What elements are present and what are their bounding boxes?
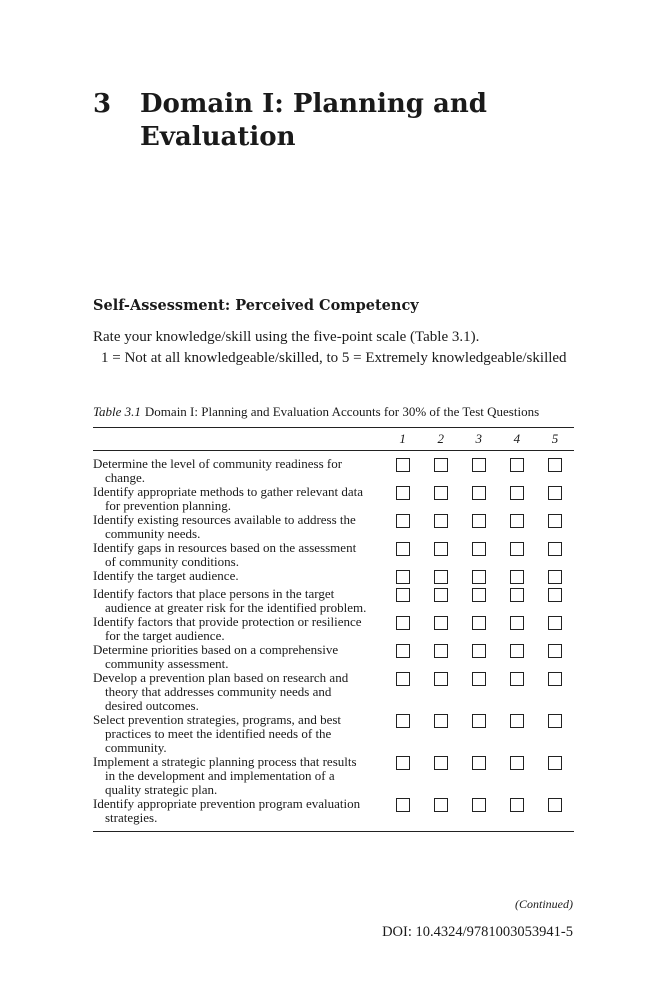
rating-checkbox-2[interactable] [434,756,448,770]
item-cell [93,643,384,671]
rating-checkbox-1[interactable] [396,588,410,602]
rating-checkbox-3[interactable] [472,798,486,812]
rating-checkbox-2[interactable] [434,672,448,686]
rating-checkbox-3[interactable] [472,714,486,728]
rating-checkbox-1[interactable] [396,570,410,584]
rating-checkbox-2[interactable] [434,486,448,500]
rating-checkbox-2[interactable] [434,570,448,584]
rating-cell [384,513,422,541]
rating-cell [422,541,460,569]
table-row [93,615,574,643]
rating-checkbox-3[interactable] [472,616,486,630]
item-text: Identify the target audience. [93,568,239,583]
rating-cell [422,615,460,643]
section-heading: Self-Assessment: Perceived Competency [93,297,419,314]
rating-checkbox-3[interactable] [472,486,486,500]
rating-cell [498,671,536,713]
rating-checkbox-4[interactable] [510,486,524,500]
rating-cell [384,615,422,643]
rating-cell [536,797,574,832]
rating-checkbox-1[interactable] [396,798,410,812]
instruction-text: Rate your knowledge/skill using the five-point scale (Table 3.1). [93,329,480,345]
continued-note: (Continued) [515,897,573,911]
rating-cell [498,797,536,832]
rating-checkbox-3[interactable] [472,514,486,528]
rating-cell [536,755,574,797]
rating-checkbox-1[interactable] [396,458,410,472]
rating-cell [460,485,498,513]
rating-checkbox-5[interactable] [548,486,562,500]
rating-checkbox-4[interactable] [510,542,524,556]
rating-cell [536,671,574,713]
rating-header-2: 2 [422,428,460,451]
rating-checkbox-3[interactable] [472,644,486,658]
rating-checkbox-4[interactable] [510,514,524,528]
rating-checkbox-5[interactable] [548,714,562,728]
rating-checkbox-3[interactable] [472,672,486,686]
rating-checkbox-2[interactable] [434,542,448,556]
rating-cell [498,615,536,643]
item-text: Identify appropriate prevention program evaluation strategies. [93,796,361,825]
rating-cell [384,569,422,587]
rating-cell [498,541,536,569]
item-text: Identify factors that provide protection or resilience for the target audience. [93,614,362,643]
rating-checkbox-3[interactable] [472,756,486,770]
rating-checkbox-5[interactable] [548,588,562,602]
rating-checkbox-2[interactable] [434,588,448,602]
item-text: Determine the level of community readiness for change. [93,456,343,485]
rating-checkbox-1[interactable] [396,756,410,770]
item-text: Identify factors that place persons in the target audience at greater risk for the identified problem. [93,586,367,615]
rating-cell [460,755,498,797]
rating-checkbox-1[interactable] [396,644,410,658]
rating-checkbox-2[interactable] [434,616,448,630]
rating-cell [498,587,536,615]
rating-cell [536,513,574,541]
item-text: Identify existing resources available to address the community needs. [93,512,356,541]
rating-header-4: 4 [498,428,536,451]
rating-checkbox-4[interactable] [510,458,524,472]
table-header-row [93,428,574,451]
rating-cell [536,485,574,513]
item-cell [93,451,384,486]
rating-checkbox-4[interactable] [510,616,524,630]
rating-cell [384,587,422,615]
table-caption [93,404,583,420]
table-row [93,513,574,541]
rating-checkbox-3[interactable] [472,458,486,472]
rating-cell [498,485,536,513]
rating-checkbox-2[interactable] [434,714,448,728]
item-column-header [93,428,384,451]
rating-cell [422,755,460,797]
table-row [93,541,574,569]
rating-cell [536,713,574,755]
rating-checkbox-1[interactable] [396,542,410,556]
table-row [93,643,574,671]
rating-cell [460,671,498,713]
rating-cell [460,587,498,615]
rating-header-5: 5 [536,428,574,451]
rating-cell [460,797,498,832]
rating-checkbox-5[interactable] [548,458,562,472]
rating-checkbox-3[interactable] [472,542,486,556]
item-cell [93,713,384,755]
rating-checkbox-5[interactable] [548,570,562,584]
rating-checkbox-4[interactable] [510,588,524,602]
rating-checkbox-4[interactable] [510,798,524,812]
rating-cell [498,713,536,755]
rating-cell [460,615,498,643]
rating-cell [384,713,422,755]
rating-checkbox-1[interactable] [396,514,410,528]
rating-cell [498,569,536,587]
rating-checkbox-4[interactable] [510,672,524,686]
rating-checkbox-1[interactable] [396,616,410,630]
item-text: Determine priorities based on a comprehensive community assessment. [93,642,339,671]
rating-cell [498,451,536,486]
competency-table [93,427,574,832]
rating-cell [460,643,498,671]
rating-checkbox-5[interactable] [548,514,562,528]
rating-header-3: 3 [460,428,498,451]
item-cell [93,755,384,797]
rating-cell [536,541,574,569]
rating-checkbox-5[interactable] [548,644,562,658]
table-row [93,713,574,755]
rating-checkbox-4[interactable] [510,756,524,770]
rating-cell [384,451,422,486]
rating-cell [384,671,422,713]
item-text: Identify appropriate methods to gather relevant data for prevention planning. [93,484,364,513]
rating-checkbox-5[interactable] [548,542,562,556]
rating-cell [422,643,460,671]
table-row [93,569,574,587]
rating-checkbox-1[interactable] [396,714,410,728]
rating-checkbox-5[interactable] [548,756,562,770]
item-text: Identify gaps in resources based on the assessment of community conditions. [93,540,357,569]
rating-checkbox-5[interactable] [548,672,562,686]
item-cell [93,797,384,832]
item-cell [93,513,384,541]
item-cell [93,587,384,615]
item-cell [93,569,384,587]
rating-cell [536,643,574,671]
table-label: Table 3.1 [93,404,141,419]
chapter-number: 3 [93,89,112,119]
rating-cell [384,797,422,832]
rating-checkbox-2[interactable] [434,514,448,528]
chapter-title [93,88,613,154]
rating-cell [460,569,498,587]
item-text: Select prevention strategies, programs, and best practices to meet the identified needs of the community. [93,712,342,755]
rating-checkbox-3[interactable] [472,570,486,584]
chapter-title-text: Domain I: Planning and Evaluation [140,89,487,152]
rating-cell [422,587,460,615]
rating-cell [460,713,498,755]
rating-header-1: 1 [384,428,422,451]
table-row [93,587,574,615]
rating-cell [422,485,460,513]
rating-checkbox-1[interactable] [396,672,410,686]
item-text: Develop a prevention plan based on research and theory that addresses community needs and desired outcomes. [93,670,349,713]
rating-cell [422,451,460,486]
rating-cell [384,485,422,513]
rating-cell [422,797,460,832]
rating-cell [422,713,460,755]
rating-cell [460,451,498,486]
table-row [93,671,574,713]
item-text: Implement a strategic planning process that results in the development and implementation of a quality strategic plan. [93,754,357,797]
rating-cell [422,513,460,541]
table-row [93,797,574,832]
rating-checkbox-5[interactable] [548,616,562,630]
item-cell [93,485,384,513]
rating-checkbox-2[interactable] [434,644,448,658]
item-cell [93,671,384,713]
table-caption-text: Domain I: Planning and Evaluation Accounts for 30% of the Test Questions [144,404,540,419]
rating-cell [498,643,536,671]
rating-checkbox-2[interactable] [434,798,448,812]
rating-checkbox-5[interactable] [548,798,562,812]
item-cell [93,541,384,569]
rating-checkbox-4[interactable] [510,644,524,658]
rating-cell [536,569,574,587]
rating-checkbox-2[interactable] [434,458,448,472]
rating-cell [384,643,422,671]
rating-cell [498,755,536,797]
rating-checkbox-4[interactable] [510,714,524,728]
table-row [93,755,574,797]
rating-cell [498,513,536,541]
rating-cell [536,587,574,615]
rating-cell [422,569,460,587]
rating-cell [460,541,498,569]
rating-checkbox-3[interactable] [472,588,486,602]
rating-cell [422,671,460,713]
rating-cell [384,541,422,569]
rating-cell [460,513,498,541]
rating-cell [536,615,574,643]
scale-description: 1 = Not at all knowledgeable/skilled, to 5 = Extremely knowledgeable/skilled [101,350,567,366]
table-row [93,451,574,486]
rating-cell [536,451,574,486]
rating-cell [384,755,422,797]
rating-checkbox-1[interactable] [396,486,410,500]
rating-checkbox-4[interactable] [510,570,524,584]
doi: DOI: 10.4324/9781003053941-5 [382,924,573,940]
table-row [93,485,574,513]
instructions [93,327,583,369]
item-cell [93,615,384,643]
